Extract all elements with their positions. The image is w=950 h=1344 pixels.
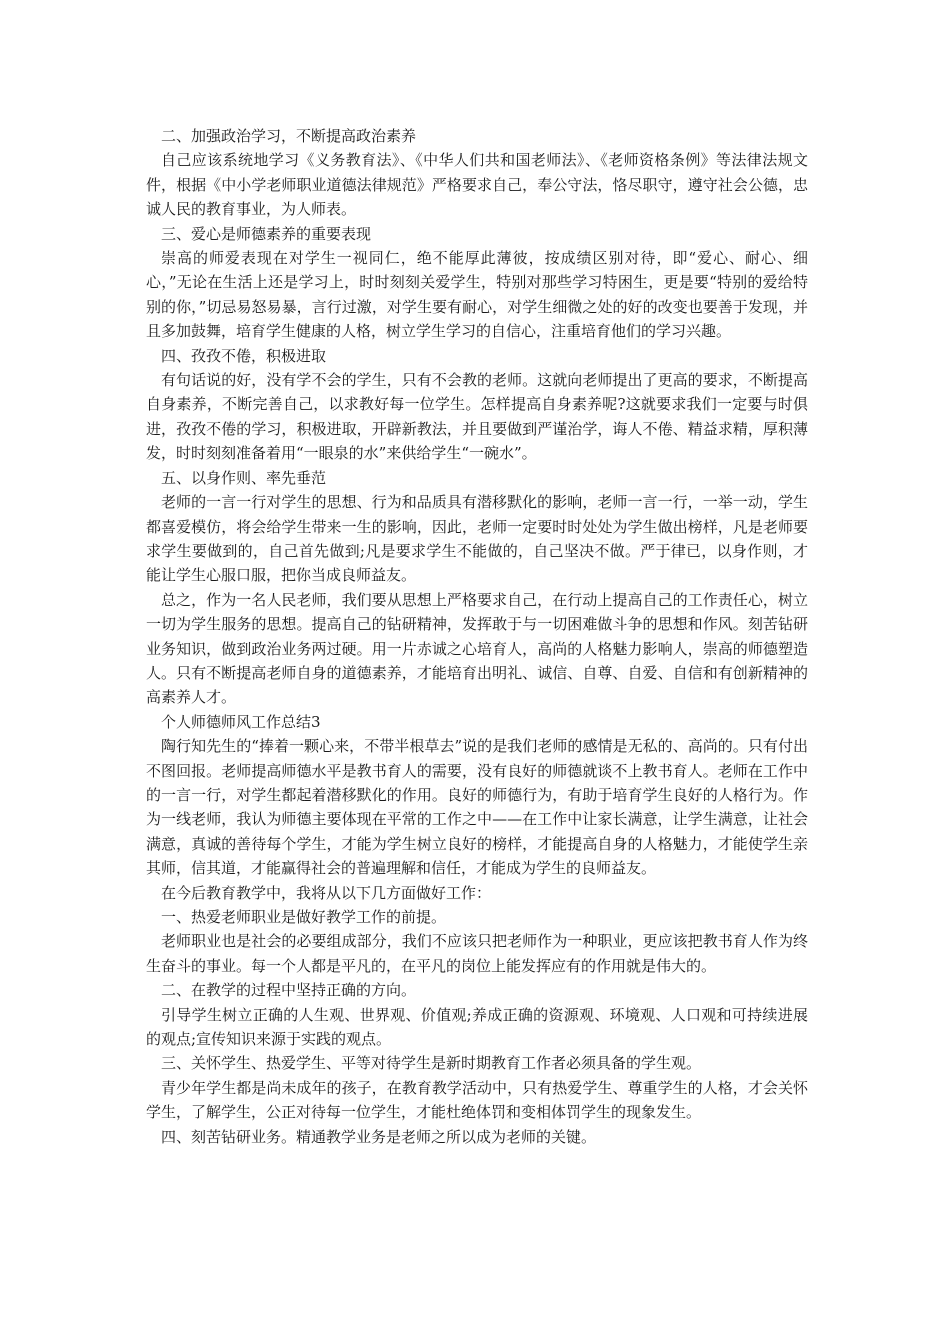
section-heading: 四、刻苦钻研业务。精通教学业务是老师之所以成为老师的关键。 [161, 1127, 597, 1146]
section-heading: 五、以身作则、率先垂范 [161, 468, 327, 487]
paragraph: 崇高的师爱表现在对学生一视同仁，绝不能厚此薄彼，按成绩区别对待，即“爱心、耐心、细心，”无论在生活上还是学习上，时时刻刻关爱学生，特别对那些学习特困生，更是要“特别的爱给特别的你，”切忌易怒易暴，言行过激，对学生要有耐心，对学生细微之处的好的改变也要善于发现，并且多加鼓舞，培育学生健康的人格，树立学生学习的自信心，注重培育他们的学习兴趣。 [146, 249, 808, 341]
paragraph: 自己应该系统地学习《义务教育法》、《中华人们共和国老师法》、《老师资格条例》等法律法规文件，根据《中小学老师职业道德法律规范》严格要求自己，奉公守法，恪尽职守，遵守社会公德，忠诚人民的教育事业，为人师表。 [146, 151, 808, 219]
paragraph: 在今后教育教学中，我将从以下几方面做好工作： [161, 883, 492, 902]
document-body [146, 124, 808, 1149]
section-heading: 二、在教学的过程中坚持正确的方向。 [161, 981, 417, 1000]
paragraph: 有句话说的好，没有学不会的学生，只有不会教的老师。这就向老师提出了更高的要求，不断提高自身素养，不断完善自己，以求教好每一位学生。怎样提高自身素养呢?这就要求我们一定要与时俱进，孜孜不倦的学习，积极进取，开辟新教法，并且要做到严谨治学，诲人不倦、精益求精，厚积薄发，时时刻刻准备着用“一眼泉的水”来供给学生“一碗水”。 [146, 371, 808, 463]
section-heading: 三、关怀学生、热爱学生、平等对待学生是新时期教育工作者必须具备的学生观。 [161, 1054, 702, 1073]
paragraph: 老师职业也是社会的必要组成部分，我们不应该只把老师作为一种职业，更应该把教书育人作为终生奋斗的事业。每一个人都是平凡的，在平凡的岗位上能发挥应有的作用就是伟大的。 [146, 932, 808, 975]
paragraph: 总之，作为一名人民老师，我们要从思想上严格要求自己，在行动上提高自己的工作责任心，树立一切为学生服务的思想。提高自己的钻研精神，发挥敢于与一切困难做斗争的思想和作风。刻苦钻研业务知识，做到政治业务两过硬。用一片赤诚之心培育人，高尚的人格魅力影响人，崇高的师德塑造人。只有不断提高老师自身的道德素养，才能培育出明礼、诚信、自尊、自爱、自信和有创新精神的高素养人才。 [146, 590, 808, 707]
section-heading: 二、加强政治学习，不断提高政治素养 [161, 127, 417, 145]
paragraph: 陶行知先生的“捧着一颗心来，不带半根草去”说的是我们老师的感情是无私的、高尚的。只有付出不图回报。老师提高师德水平是教书育人的需要，没有良好的师德就谈不上教书育人。老师在工作中的一言一行，对学生都起着潜移默化的作用。良好的师德行为，有助于培育学生良好的人格行为。作为一线老师，我认为师德主要体现在平常的工作之中——在工作中让家长满意，让学生满意，让社会满意，真诚的善待每个学生，才能为学生树立良好的榜样，才能提高自身的人格魅力，才能使学生亲其师，信其道，才能赢得社会的普遍理解和信任，才能成为学生的良师益友。 [146, 737, 808, 878]
section-heading: 三、爱心是师德素养的重要表现 [161, 224, 372, 243]
document-subtitle: 个人师德师风工作总结3 [161, 712, 321, 731]
paragraph: 引导学生树立正确的人生观、世界观、价值观;养成正确的资源观、环境观、人口观和可持续进展的观点;宣传知识来源于实践的观点。 [146, 1005, 808, 1049]
paragraph: 老师的一言一行对学生的思想、行为和品质具有潜移默化的影响，老师一言一行，一举一动，学生都喜爱模仿，将会给学生带来一生的影响，因此，老师一定要时时处处为学生做出榜样，凡是老师要求学生要做到的，自己首先做到;凡是要求学生不能做的，自己坚决不做。严于律已，以身作则，才能让学生心服口服，把你当成良师益友。 [146, 493, 808, 585]
section-heading: 四、孜孜不倦，积极进取 [161, 346, 327, 365]
paragraph: 青少年学生都是尚未成年的孩子，在教育教学活动中，只有热爱学生、尊重学生的人格，才会关怀学生，了解学生，公正对待每一位学生，才能杜绝体罚和变相体罚学生的现象发生。 [146, 1078, 808, 1122]
section-heading: 一、热爱老师职业是做好教学工作的前提。 [161, 908, 447, 926]
